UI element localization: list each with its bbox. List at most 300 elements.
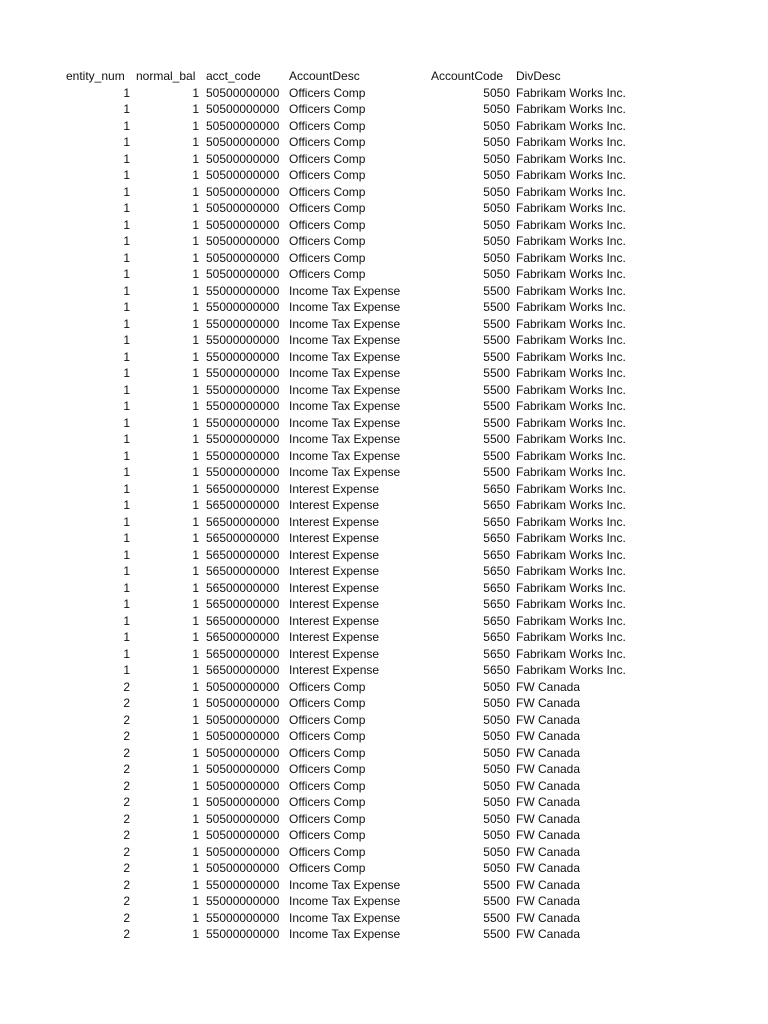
- cell-acct-code: 56500000000: [206, 646, 280, 661]
- cell-account-desc: Officers Comp: [289, 811, 366, 826]
- cell-div-desc: Fabrikam Works Inc.: [516, 630, 626, 644]
- cell-account-code: 5500: [483, 349, 510, 364]
- table-row: [0, 217, 768, 234]
- cell-div-desc: Fabrikam Works Inc.: [516, 580, 626, 595]
- cell-account-code: 5050: [483, 184, 510, 199]
- header-entity-num: entity_num: [66, 69, 125, 83]
- cell-account-code: 5500: [483, 399, 510, 413]
- cell-div-desc: Fabrikam Works Inc.: [516, 646, 626, 661]
- cell-account-desc: Officers Comp: [289, 168, 366, 182]
- cell-div-desc: FW Canada: [516, 910, 581, 925]
- cell-normal-bal: 1: [192, 382, 199, 397]
- cell-entity-num: 1: [123, 135, 130, 149]
- cell-account-code: 5050: [483, 85, 510, 100]
- table-header-row: [0, 68, 768, 85]
- table-row: [0, 134, 768, 151]
- cell-entity-num: 2: [123, 894, 130, 908]
- cell-account-desc: Interest Expense: [289, 630, 380, 644]
- cell-normal-bal: 1: [192, 118, 199, 133]
- table-row: [0, 679, 768, 696]
- cell-div-desc: FW Canada: [516, 795, 581, 809]
- cell-account-code: 5050: [483, 679, 510, 694]
- cell-account-code: 5050: [483, 118, 510, 133]
- cell-acct-code: 50500000000: [206, 729, 280, 743]
- cell-entity-num: 2: [123, 729, 130, 743]
- cell-normal-bal: 1: [192, 762, 199, 776]
- cell-acct-code: 56500000000: [206, 580, 280, 595]
- cell-div-desc: Fabrikam Works Inc.: [516, 465, 626, 479]
- table-row: [0, 530, 768, 547]
- cell-entity-num: 1: [123, 597, 130, 611]
- cell-div-desc: Fabrikam Works Inc.: [516, 481, 626, 496]
- cell-entity-num: 2: [123, 745, 130, 760]
- cell-div-desc: Fabrikam Works Inc.: [516, 184, 626, 199]
- cell-account-desc: Officers Comp: [289, 828, 366, 842]
- cell-acct-code: 50500000000: [206, 811, 280, 826]
- cell-normal-bal: 1: [192, 597, 199, 611]
- cell-acct-code: 56500000000: [206, 663, 280, 677]
- cell-account-desc: Income Tax Expense: [289, 316, 401, 331]
- cell-normal-bal: 1: [192, 844, 199, 859]
- cell-acct-code: 55000000000: [206, 382, 280, 397]
- cell-account-desc: Officers Comp: [289, 151, 366, 166]
- cell-div-desc: Fabrikam Works Inc.: [516, 201, 626, 215]
- cell-entity-num: 1: [123, 646, 130, 661]
- table-row: [0, 85, 768, 102]
- cell-account-desc: Officers Comp: [289, 795, 366, 809]
- cell-account-desc: Interest Expense: [289, 597, 380, 611]
- cell-entity-num: 1: [123, 613, 130, 628]
- cell-entity-num: 2: [123, 910, 130, 925]
- cell-account-code: 5050: [483, 811, 510, 826]
- cell-acct-code: 50500000000: [206, 795, 280, 809]
- cell-acct-code: 50500000000: [206, 118, 280, 133]
- table-row: [0, 283, 768, 300]
- cell-entity-num: 1: [123, 168, 130, 182]
- table-row: [0, 299, 768, 316]
- cell-entity-num: 1: [123, 465, 130, 479]
- table-row: [0, 167, 768, 184]
- cell-account-desc: Officers Comp: [289, 234, 366, 248]
- cell-entity-num: 1: [123, 547, 130, 562]
- cell-entity-num: 1: [123, 564, 130, 578]
- cell-entity-num: 2: [123, 696, 130, 710]
- table-row: [0, 596, 768, 613]
- cell-account-desc: Officers Comp: [289, 696, 366, 710]
- cell-div-desc: Fabrikam Works Inc.: [516, 415, 626, 430]
- cell-entity-num: 1: [123, 432, 130, 446]
- cell-div-desc: FW Canada: [516, 679, 581, 694]
- cell-account-code: 5500: [483, 927, 510, 941]
- cell-account-code: 5650: [483, 498, 510, 512]
- header-account-desc: AccountDesc: [289, 69, 360, 83]
- cell-div-desc: Fabrikam Works Inc.: [516, 333, 626, 347]
- cell-account-desc: Interest Expense: [289, 514, 380, 529]
- cell-normal-bal: 1: [192, 316, 199, 331]
- cell-div-desc: Fabrikam Works Inc.: [516, 168, 626, 182]
- cell-account-desc: Income Tax Expense: [289, 465, 401, 479]
- cell-account-desc: Income Tax Expense: [289, 877, 401, 892]
- cell-acct-code: 50500000000: [206, 712, 280, 727]
- cell-account-code: 5650: [483, 597, 510, 611]
- cell-div-desc: Fabrikam Works Inc.: [516, 234, 626, 248]
- cell-acct-code: 55000000000: [206, 415, 280, 430]
- cell-div-desc: Fabrikam Works Inc.: [516, 118, 626, 133]
- cell-div-desc: FW Canada: [516, 828, 581, 842]
- cell-div-desc: FW Canada: [516, 844, 581, 859]
- cell-account-desc: Officers Comp: [289, 102, 366, 116]
- table-row: [0, 563, 768, 580]
- cell-account-code: 5050: [483, 712, 510, 727]
- cell-account-desc: Income Tax Expense: [289, 333, 401, 347]
- table-row: [0, 728, 768, 745]
- cell-account-desc: Interest Expense: [289, 531, 380, 545]
- cell-normal-bal: 1: [192, 894, 199, 908]
- cell-account-desc: Interest Expense: [289, 498, 380, 512]
- cell-account-code: 5650: [483, 646, 510, 661]
- cell-normal-bal: 1: [192, 151, 199, 166]
- cell-acct-code: 55000000000: [206, 910, 280, 925]
- table-row: [0, 811, 768, 828]
- cell-acct-code: 55000000000: [206, 399, 280, 413]
- cell-acct-code: 50500000000: [206, 762, 280, 776]
- table-row: [0, 431, 768, 448]
- cell-normal-bal: 1: [192, 514, 199, 529]
- cell-div-desc: Fabrikam Works Inc.: [516, 316, 626, 331]
- cell-acct-code: 56500000000: [206, 564, 280, 578]
- cell-acct-code: 56500000000: [206, 531, 280, 545]
- cell-account-desc: Income Tax Expense: [289, 382, 401, 397]
- table-row: [0, 233, 768, 250]
- cell-normal-bal: 1: [192, 184, 199, 199]
- data-table: [0, 68, 768, 943]
- cell-account-desc: Officers Comp: [289, 679, 366, 694]
- cell-account-code: 5650: [483, 547, 510, 562]
- cell-div-desc: Fabrikam Works Inc.: [516, 597, 626, 611]
- cell-normal-bal: 1: [192, 712, 199, 727]
- cell-div-desc: FW Canada: [516, 745, 581, 760]
- cell-acct-code: 50500000000: [206, 778, 280, 793]
- cell-normal-bal: 1: [192, 927, 199, 941]
- cell-account-desc: Interest Expense: [289, 481, 380, 496]
- cell-entity-num: 1: [123, 250, 130, 265]
- cell-normal-bal: 1: [192, 745, 199, 760]
- cell-normal-bal: 1: [192, 679, 199, 694]
- cell-acct-code: 55000000000: [206, 283, 280, 298]
- cell-div-desc: Fabrikam Works Inc.: [516, 613, 626, 628]
- cell-acct-code: 56500000000: [206, 597, 280, 611]
- cell-account-code: 5050: [483, 151, 510, 166]
- cell-account-desc: Officers Comp: [289, 844, 366, 859]
- cell-account-code: 5050: [483, 696, 510, 710]
- cell-normal-bal: 1: [192, 234, 199, 248]
- cell-entity-num: 2: [123, 679, 130, 694]
- cell-acct-code: 55000000000: [206, 432, 280, 446]
- cell-acct-code: 50500000000: [206, 844, 280, 859]
- table-row: [0, 613, 768, 630]
- table-row: [0, 761, 768, 778]
- header-account-code: AccountCode: [431, 69, 504, 83]
- cell-normal-bal: 1: [192, 432, 199, 446]
- cell-entity-num: 2: [123, 844, 130, 859]
- table-row: [0, 877, 768, 894]
- cell-normal-bal: 1: [192, 547, 199, 562]
- cell-acct-code: 50500000000: [206, 696, 280, 710]
- cell-entity-num: 1: [123, 481, 130, 496]
- cell-account-desc: Interest Expense: [289, 547, 380, 562]
- cell-div-desc: Fabrikam Works Inc.: [516, 250, 626, 265]
- cell-acct-code: 55000000000: [206, 894, 280, 908]
- header-div-desc: DivDesc: [516, 69, 561, 83]
- cell-account-code: 5650: [483, 663, 510, 677]
- cell-normal-bal: 1: [192, 646, 199, 661]
- cell-account-code: 5650: [483, 613, 510, 628]
- table-row: [0, 151, 768, 168]
- cell-account-code: 5500: [483, 366, 510, 380]
- cell-normal-bal: 1: [192, 531, 199, 545]
- cell-acct-code: 50500000000: [206, 828, 280, 842]
- cell-entity-num: 2: [123, 877, 130, 892]
- cell-account-desc: Income Tax Expense: [289, 910, 401, 925]
- cell-acct-code: 55000000000: [206, 366, 280, 380]
- cell-entity-num: 1: [123, 333, 130, 347]
- cell-entity-num: 1: [123, 580, 130, 595]
- cell-div-desc: Fabrikam Works Inc.: [516, 217, 626, 232]
- cell-acct-code: 50500000000: [206, 267, 280, 281]
- cell-div-desc: Fabrikam Works Inc.: [516, 300, 626, 314]
- cell-account-code: 5050: [483, 201, 510, 215]
- table-row: [0, 794, 768, 811]
- cell-account-code: 5500: [483, 316, 510, 331]
- cell-div-desc: Fabrikam Works Inc.: [516, 531, 626, 545]
- cell-account-desc: Officers Comp: [289, 184, 366, 199]
- cell-div-desc: Fabrikam Works Inc.: [516, 382, 626, 397]
- cell-entity-num: 1: [123, 102, 130, 116]
- cell-normal-bal: 1: [192, 102, 199, 116]
- table-row: [0, 629, 768, 646]
- cell-acct-code: 56500000000: [206, 630, 280, 644]
- cell-normal-bal: 1: [192, 778, 199, 793]
- cell-entity-num: 1: [123, 382, 130, 397]
- cell-div-desc: Fabrikam Works Inc.: [516, 448, 626, 463]
- cell-account-code: 5500: [483, 333, 510, 347]
- cell-div-desc: FW Canada: [516, 894, 581, 908]
- cell-account-code: 5050: [483, 102, 510, 116]
- cell-account-code: 5050: [483, 745, 510, 760]
- cell-acct-code: 55000000000: [206, 300, 280, 314]
- cell-account-code: 5050: [483, 762, 510, 776]
- cell-account-code: 5500: [483, 300, 510, 314]
- table-row: [0, 778, 768, 795]
- cell-account-desc: Interest Expense: [289, 646, 380, 661]
- cell-normal-bal: 1: [192, 630, 199, 644]
- table-row: [0, 332, 768, 349]
- cell-acct-code: 50500000000: [206, 745, 280, 760]
- cell-acct-code: 55000000000: [206, 349, 280, 364]
- cell-account-desc: Income Tax Expense: [289, 283, 401, 298]
- cell-account-desc: Officers Comp: [289, 250, 366, 265]
- cell-normal-bal: 1: [192, 366, 199, 380]
- cell-account-desc: Officers Comp: [289, 217, 366, 232]
- cell-div-desc: Fabrikam Works Inc.: [516, 283, 626, 298]
- cell-entity-num: 2: [123, 927, 130, 941]
- cell-normal-bal: 1: [192, 85, 199, 100]
- cell-div-desc: Fabrikam Works Inc.: [516, 267, 626, 281]
- table-row: [0, 398, 768, 415]
- cell-account-desc: Income Tax Expense: [289, 927, 401, 941]
- table-row: [0, 415, 768, 432]
- table-row: [0, 695, 768, 712]
- cell-normal-bal: 1: [192, 349, 199, 364]
- cell-normal-bal: 1: [192, 613, 199, 628]
- cell-div-desc: Fabrikam Works Inc.: [516, 349, 626, 364]
- cell-entity-num: 2: [123, 778, 130, 793]
- table-row: [0, 580, 768, 597]
- cell-acct-code: 50500000000: [206, 184, 280, 199]
- cell-normal-bal: 1: [192, 498, 199, 512]
- cell-acct-code: 55000000000: [206, 316, 280, 331]
- cell-account-code: 5500: [483, 465, 510, 479]
- table-row: [0, 662, 768, 679]
- cell-account-desc: Interest Expense: [289, 613, 380, 628]
- table-row: [0, 118, 768, 135]
- cell-normal-bal: 1: [192, 795, 199, 809]
- cell-account-code: 5050: [483, 135, 510, 149]
- cell-entity-num: 1: [123, 217, 130, 232]
- table-row: [0, 101, 768, 118]
- cell-div-desc: FW Canada: [516, 877, 581, 892]
- table-row: [0, 184, 768, 201]
- cell-normal-bal: 1: [192, 333, 199, 347]
- cell-normal-bal: 1: [192, 564, 199, 578]
- cell-account-code: 5050: [483, 267, 510, 281]
- cell-acct-code: 55000000000: [206, 333, 280, 347]
- cell-entity-num: 1: [123, 498, 130, 512]
- cell-acct-code: 55000000000: [206, 448, 280, 463]
- cell-div-desc: FW Canada: [516, 762, 581, 776]
- table-body: [0, 85, 768, 943]
- cell-div-desc: FW Canada: [516, 778, 581, 793]
- cell-acct-code: 56500000000: [206, 613, 280, 628]
- cell-account-code: 5650: [483, 481, 510, 496]
- cell-normal-bal: 1: [192, 250, 199, 265]
- cell-acct-code: 50500000000: [206, 217, 280, 232]
- cell-account-desc: Officers Comp: [289, 729, 366, 743]
- cell-account-code: 5050: [483, 729, 510, 743]
- cell-acct-code: 50500000000: [206, 679, 280, 694]
- cell-div-desc: Fabrikam Works Inc.: [516, 151, 626, 166]
- cell-account-code: 5650: [483, 580, 510, 595]
- cell-entity-num: 1: [123, 415, 130, 430]
- table-row: [0, 349, 768, 366]
- cell-entity-num: 1: [123, 630, 130, 644]
- cell-entity-num: 1: [123, 316, 130, 331]
- cell-normal-bal: 1: [192, 696, 199, 710]
- cell-entity-num: 1: [123, 234, 130, 248]
- table-row: [0, 514, 768, 531]
- cell-entity-num: 1: [123, 283, 130, 298]
- cell-account-code: 5050: [483, 861, 510, 875]
- cell-acct-code: 50500000000: [206, 201, 280, 215]
- cell-account-desc: Officers Comp: [289, 118, 366, 133]
- table-row: [0, 547, 768, 564]
- cell-account-desc: Interest Expense: [289, 580, 380, 595]
- cell-account-desc: Officers Comp: [289, 762, 366, 776]
- cell-entity-num: 1: [123, 267, 130, 281]
- cell-div-desc: Fabrikam Works Inc.: [516, 547, 626, 562]
- cell-acct-code: 55000000000: [206, 927, 280, 941]
- table-row: [0, 382, 768, 399]
- cell-entity-num: 1: [123, 184, 130, 199]
- cell-normal-bal: 1: [192, 580, 199, 595]
- cell-entity-num: 1: [123, 118, 130, 133]
- cell-account-code: 5050: [483, 795, 510, 809]
- cell-normal-bal: 1: [192, 811, 199, 826]
- cell-entity-num: 1: [123, 151, 130, 166]
- cell-acct-code: 50500000000: [206, 234, 280, 248]
- table-row: [0, 860, 768, 877]
- cell-account-desc: Officers Comp: [289, 778, 366, 793]
- table-row: [0, 712, 768, 729]
- cell-entity-num: 2: [123, 811, 130, 826]
- cell-account-desc: Officers Comp: [289, 861, 366, 875]
- table-row: [0, 844, 768, 861]
- cell-entity-num: 2: [123, 712, 130, 727]
- table-row: [0, 316, 768, 333]
- cell-account-desc: Officers Comp: [289, 745, 366, 760]
- cell-entity-num: 1: [123, 300, 130, 314]
- cell-div-desc: Fabrikam Works Inc.: [516, 85, 626, 100]
- cell-div-desc: Fabrikam Works Inc.: [516, 399, 626, 413]
- cell-normal-bal: 1: [192, 828, 199, 842]
- cell-account-code: 5500: [483, 894, 510, 908]
- cell-account-desc: Income Tax Expense: [289, 399, 401, 413]
- cell-div-desc: FW Canada: [516, 861, 581, 875]
- table-row: [0, 481, 768, 498]
- cell-normal-bal: 1: [192, 201, 199, 215]
- cell-normal-bal: 1: [192, 300, 199, 314]
- cell-normal-bal: 1: [192, 910, 199, 925]
- cell-div-desc: Fabrikam Works Inc.: [516, 432, 626, 446]
- table-row: [0, 893, 768, 910]
- cell-div-desc: FW Canada: [516, 927, 581, 941]
- cell-entity-num: 2: [123, 828, 130, 842]
- table-row: [0, 250, 768, 267]
- cell-account-desc: Interest Expense: [289, 663, 380, 677]
- table-row: [0, 464, 768, 481]
- cell-account-code: 5500: [483, 910, 510, 925]
- cell-account-code: 5500: [483, 432, 510, 446]
- cell-entity-num: 1: [123, 349, 130, 364]
- cell-div-desc: Fabrikam Works Inc.: [516, 663, 626, 677]
- cell-normal-bal: 1: [192, 465, 199, 479]
- cell-account-desc: Officers Comp: [289, 267, 366, 281]
- cell-entity-num: 1: [123, 514, 130, 529]
- cell-div-desc: Fabrikam Works Inc.: [516, 514, 626, 529]
- cell-account-desc: Officers Comp: [289, 201, 366, 215]
- cell-acct-code: 55000000000: [206, 877, 280, 892]
- table-row: [0, 827, 768, 844]
- cell-account-code: 5050: [483, 234, 510, 248]
- cell-div-desc: FW Canada: [516, 712, 581, 727]
- cell-normal-bal: 1: [192, 861, 199, 875]
- cell-account-code: 5500: [483, 283, 510, 298]
- cell-div-desc: Fabrikam Works Inc.: [516, 498, 626, 512]
- cell-account-desc: Income Tax Expense: [289, 894, 401, 908]
- cell-normal-bal: 1: [192, 283, 199, 298]
- cell-div-desc: FW Canada: [516, 811, 581, 826]
- cell-acct-code: 56500000000: [206, 514, 280, 529]
